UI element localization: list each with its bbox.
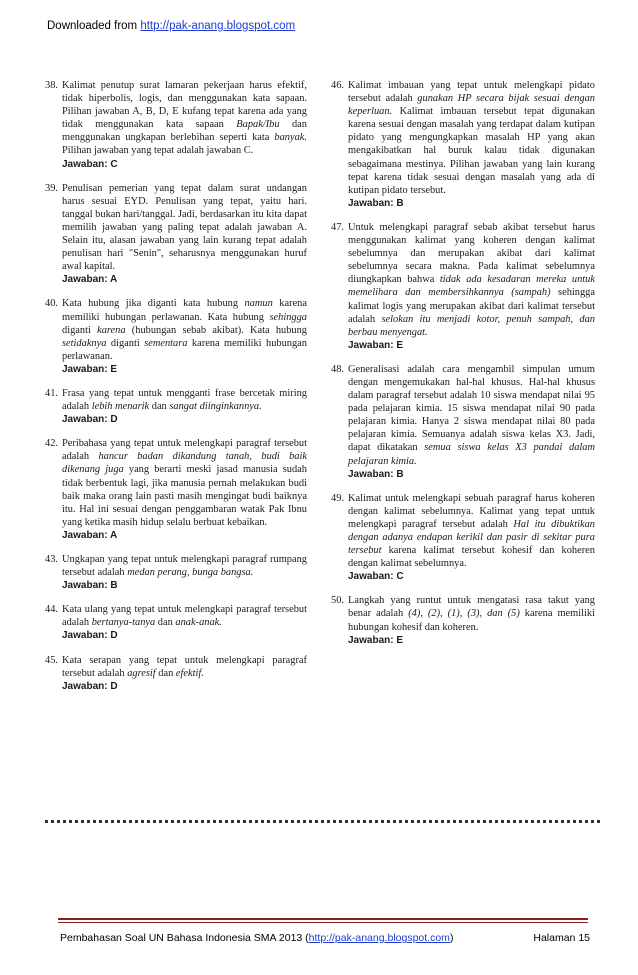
answer-key: Jawaban: B (348, 468, 404, 480)
explanation-text (348, 221, 595, 339)
item-number: 48. (331, 363, 344, 375)
explanation-text (62, 437, 307, 529)
answer-item (331, 492, 595, 584)
explanation-text (62, 79, 307, 158)
answer-key: Jawaban: D (62, 680, 118, 692)
italic-phrase: Hal itu dibuktikan dengan adanya endapan kerikil dan pasir di sekitar pura tersebut (348, 518, 595, 557)
italic-phrase: namun (244, 298, 273, 310)
answer-key: Jawaban: B (348, 197, 404, 209)
answer-item (45, 387, 307, 426)
italic-phrase: sehingga (269, 311, 307, 323)
answer-item (331, 79, 595, 210)
text-run: Kata serapan yang tepat untuk melengkapi paragraf tersebut adalah (62, 654, 307, 679)
text-run: Generalisasi adalah cara mengambil simpulan umum dengan mengemukakan hal-hal khusus. Hal-hal khusus dalam paragraf tersebut adalah 10 siswa mendapat nilai 95 pada pelajaran kimia. 15 siswa mendapat nilai 90 pada pelajaran kimia. Hanya 2 siswa mendapat nilai 80 pada pelajaran kimia. Semuanya adalah siswa kelas X3. Jadi, dapat dikatakan (348, 363, 595, 454)
page-number: Halaman 15 (533, 932, 590, 944)
text-run: Kalimat untuk melengkapi sebuah paragraf harus koheren dengan kalimat sebelumnya. Kalimat yang tepat untuk melengkapi paragraf tersebut adalah (348, 492, 595, 530)
text-run: Ungkapan yang tepat untuk melengkapi paragraf rumpang tersebut adalah (62, 554, 307, 579)
text-run: dan (155, 667, 176, 679)
italic-phrase: karena (97, 324, 126, 336)
text-run: (hubungan sebab akibat). Kata hubung (125, 324, 307, 336)
explanation-text (62, 603, 307, 629)
text-run: karena kalimat tersebut kohesif dan koheren dengan kalimat sebelumnya. (348, 545, 595, 570)
text-run: Kalimat imbauan tersebut tepat digunakan karena sesuai dengan masalah yang terdapat dalam kutipan pidato yang mengungkapkan masalah HP yang akan mengakibatkan hal buruk kalau tidak digunakan sebagaimana mestinya. Pilihan jawaban yang lain kurang tepat karena tidak sesuai dengan masalah yang ada di kutipan pidato tersebut. (348, 106, 595, 196)
answer-key: Jawaban: B (62, 580, 118, 592)
answer-key: Jawaban: C (348, 571, 404, 583)
item-number: 47. (331, 221, 344, 233)
text-run: Untuk melengkapi paragraf sebab akibat tersebut harus menggunakan kalimat yang koheren dengan kalimat sebelumnya dan merupakan akibat dari kalimat sebelumnya secara makna. Pada kalimat sebelumnya diungkapkan bahwa (348, 221, 595, 286)
italic-phrase: agresif (127, 667, 156, 679)
italic-phrase: efektif. (175, 667, 204, 679)
footer-rule-thin (58, 922, 588, 923)
italic-phrase: setidaknya (62, 337, 107, 349)
text-run: dan (155, 617, 176, 629)
item-number: 45. (45, 654, 58, 666)
right-column (331, 79, 595, 658)
text-run: diganti (106, 337, 145, 349)
text-run: sehingga kalimat logis yang merupakan akibat dari kalimat tersebut adalah (348, 287, 595, 325)
item-number: 42. (45, 438, 58, 450)
answer-item (331, 363, 595, 481)
item-number: 50. (331, 595, 344, 607)
section-divider (45, 820, 600, 823)
text-run: karena memiliki hubungan perlawanan. Kata hubung (62, 298, 307, 323)
explanation-text (62, 553, 307, 579)
text-run: yang berarti meski jasad manusia sudah tidak berbentuk lagi, jika manusia pernah melakukan budi baik maka orang lain pasti masih mengingat budi baiknya itu. Hal ini sesuai dengan penggambaran watak Pak Ibnu yang ketika masih hidup selalu berbuat kebaikan. (62, 464, 307, 528)
italic-phrase: sementara (144, 337, 188, 349)
text-run: Kata hubung jika diganti kata hubung (62, 298, 245, 310)
text-run: dan (149, 401, 170, 413)
italic-phrase: selokan itu menjadi kotor, penuh sampah, dan berbau menyengat. (348, 313, 595, 338)
answer-item (45, 654, 307, 693)
item-number: 49. (331, 492, 344, 504)
answer-key: Jawaban: E (62, 363, 118, 375)
footer-close-paren: ) (449, 932, 454, 944)
answer-item (45, 437, 307, 542)
italic-phrase: anak-anak. (175, 617, 222, 629)
italic-phrase: lebih menarik (91, 401, 150, 413)
italic-phrase: Bapak/Ibu (236, 119, 280, 131)
text-run: diganti (62, 324, 98, 336)
footer-rule (58, 918, 588, 920)
answer-key: Jawaban: C (62, 158, 118, 170)
answer-key: Jawaban: E (348, 634, 404, 646)
answer-item (45, 603, 307, 642)
download-notice (47, 20, 295, 32)
text-run: Kalimat imbauan yang tepat untuk melengkapi pidato tersebut adalah (348, 80, 595, 105)
explanation-text (62, 387, 307, 413)
answer-key: Jawaban: E (348, 339, 404, 351)
italic-phrase: sangat diinginkannya. (169, 401, 262, 413)
answer-item (45, 553, 307, 592)
answer-key: Jawaban: D (62, 630, 118, 642)
item-number: 46. (331, 80, 344, 91)
item-number: 44. (45, 604, 58, 616)
download-prefix: Downloaded from (47, 20, 138, 32)
page-footer (60, 932, 590, 944)
left-column (45, 79, 307, 704)
italic-phrase: (4), (2), (1), (3), dan (5) (408, 608, 520, 620)
answer-key: Jawaban: A (62, 274, 118, 286)
text-run: Langkah yang runtut untuk mengatasi rasa takut yang benar adalah (348, 595, 595, 620)
text-run: Frasa yang tepat untuk mengganti frase bercetak miring adalah (62, 387, 307, 413)
italic-phrase: banyak. (274, 132, 307, 144)
italic-phrase: bertanya-tanya (91, 617, 156, 629)
footer-link[interactable]: http://pak-anang.blogspot.com (308, 932, 450, 944)
item-number: 40. (45, 298, 58, 310)
text-run: Peribahasa yang tepat untuk melengkapi paragraf tersebut adalah (62, 438, 307, 463)
answer-key: Jawaban: D (62, 414, 118, 426)
text-run: karena memiliki hubungan perlawanan. (62, 337, 307, 362)
answer-key: Jawaban: A (62, 529, 118, 541)
explanation-text (348, 492, 595, 571)
text-run: Penulisan pemerian yang tepat dalam surat undangan harus sesuai EYD. Penulisan yang tepat, yaitu hari. tanggal bukan hari/tanggal. Jadi, berdasarkan itu kita dapat memilih jawaban yang paling tepat adalah jawaban A. Selain itu, alasan jawaban yang lain kurang tepat adalah penulisan hari "Senin", seharusnya menggunakan huruf awal kapital. (62, 182, 307, 273)
answer-item (45, 182, 307, 287)
item-number: 39. (45, 182, 58, 194)
text-run: Pilihan jawaban yang tepat adalah jawaban C. (62, 145, 254, 157)
answer-item (331, 594, 595, 646)
italic-phrase: tidak ada kesadaran mereka untuk memelihara dan membersihkannya (sampah) (348, 274, 595, 299)
italic-phrase: semua siswa kelas X3 pandai dalam pelajaran kimia. (348, 442, 595, 467)
answer-item (331, 221, 595, 352)
explanation-text (62, 182, 307, 274)
download-source-link[interactable]: http://pak-anang.blogspot.com (140, 20, 296, 32)
footer-title: Pembahasan Soal UN Bahasa Indonesia SMA 2013 ( (60, 932, 309, 944)
text-run: karena memiliki hubungan kohesif dan koheren. (348, 608, 595, 633)
answer-item (45, 297, 307, 376)
text-run: dan menggunakan ungkapan berlebihan seperti kata (62, 119, 307, 144)
explanation-text (62, 297, 307, 362)
italic-phrase: gunakan HP secara bijak sesuai dengan keperluan. (348, 93, 595, 118)
text-run: Kalimat penutup surat lamaran pekerjaan harus efektif, tidak hiperbolis, logis, dan menggunakan kata sapaan. Pilihan jawaban A, B, D, E kufang tepat karena ada yang tidak menggunakan kata sapaan (62, 80, 307, 131)
italic-phrase: medan perang, bunga bangsa. (127, 567, 254, 579)
italic-phrase: hancur badan dikandung tanah, budi baik dikenang juga (62, 451, 307, 476)
item-number: 41. (45, 387, 58, 399)
answer-item (45, 79, 307, 171)
item-number: 38. (45, 80, 58, 91)
text-run: Kata ulang yang tepat untuk melengkapi paragraf tersebut adalah (62, 604, 307, 629)
explanation-text (348, 594, 595, 633)
explanation-text (348, 79, 595, 197)
explanation-text (348, 363, 595, 468)
explanation-text (62, 654, 307, 680)
item-number: 43. (45, 554, 58, 565)
